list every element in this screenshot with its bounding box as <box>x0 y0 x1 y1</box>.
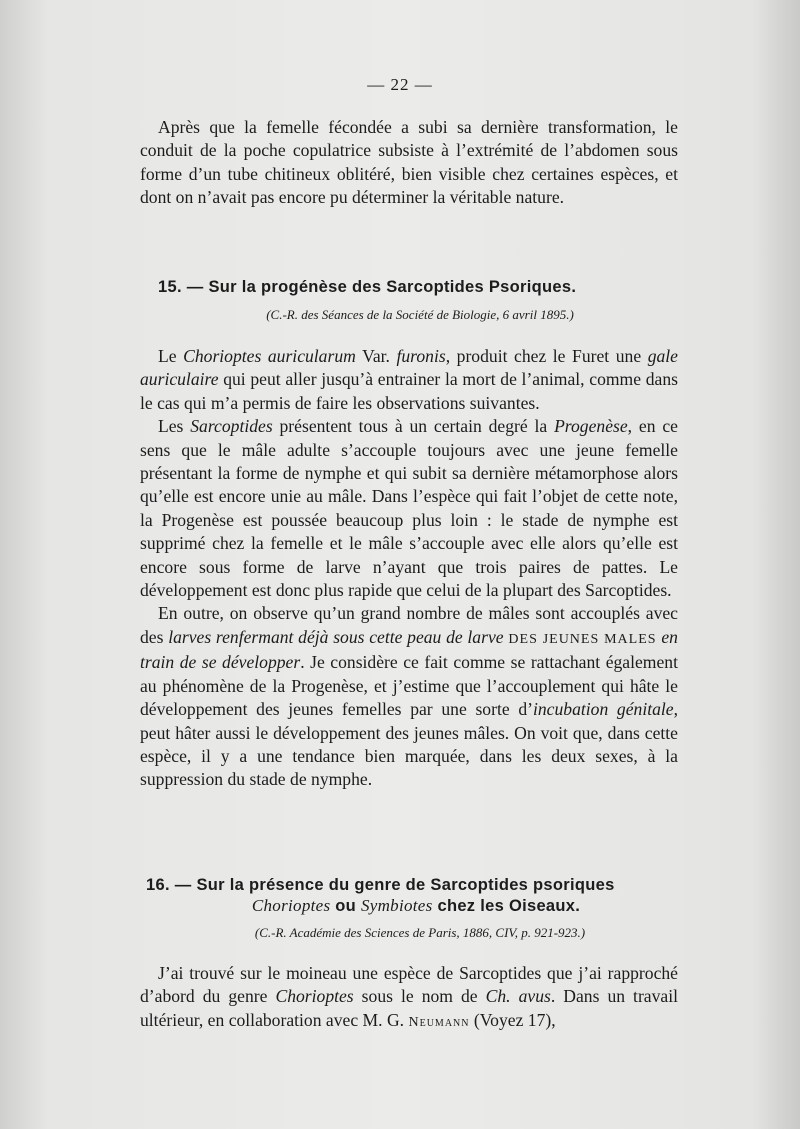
page-number: — 22 — <box>367 75 433 94</box>
section-16-title: Sur la présence du genre de Sarcoptides psoriques <box>196 876 615 894</box>
section-15-paragraph-2: Les Sarcoptides présentent tous à un certain degré la Progenèse, en ce sens que le mâle adulte s’accouple toujours avec une jeune femelle présentant la forme de nymphe et qui subit sa dernière métamorphose alors qu’elle est encore unie au mâle. Dans l’espèce qui fait l’objet de cette note, la Progenèse est poussée beaucoup plus loin : le stade de nymphe est supprimé chez la femelle et le mâle s’accouple avec elle alors qu’elle est encore sous forme de larve n’ayant que trois paires de pattes. Le développement est donc plus rapide que celui de la plupart des Sarcoptides. <box>140 416 678 601</box>
section-16-subtitle: Chorioptes ou Symbiotes chez les Oiseaux. <box>251 896 581 915</box>
intro-paragraph: Après que la femelle fécondée a subi sa dernière transformation, le conduit de la poche copulatrice subsiste à l’extrémité de l’abdomen sous forme d’un tube chitineux oblitéré, bien visible chez certaines espèces, et dont on n’avait pas encore pu déterminer la véritable nature. <box>140 117 678 208</box>
section-16-subtitle-block <box>146 896 686 916</box>
section-16-dash: — <box>174 876 192 894</box>
section-15-dash: — <box>186 278 204 296</box>
section-16-number: 16. <box>146 876 170 894</box>
intro-paragraph-block <box>140 116 678 210</box>
section-16-paragraph-1: J’ai trouvé sur le moineau une espèce de Sarcoptides que j’ai rapproché d’abord du genre Chorioptes sous le nom de Ch. avus. Dans un travail ultérieur, en collaboration avec M. G. Neumann (Voyez 17), <box>140 963 678 1030</box>
section-15-reference: (C.-R. des Séances de la Société de Biologie, 6 avril 1895.) <box>266 307 574 322</box>
section-15-paragraph-1: Le Chorioptes auricularum Var. furonis, produit chez le Furet une gale auriculaire qui peut aller jusqu’à entrainer la mort de l’animal, comme dans le cas qui m’a permis de faire les observations suivantes. <box>140 346 678 413</box>
section-15-body <box>140 345 678 792</box>
section-16-reference-block <box>200 925 640 941</box>
section-15-number: 15. <box>158 278 182 296</box>
section-16-body <box>140 962 678 1034</box>
section-15-heading <box>158 278 658 297</box>
section-16-heading <box>146 876 686 895</box>
section-15-reference-block <box>200 307 640 323</box>
section-15-paragraph-3: En outre, on observe qu’un grand nombre de mâles sont accouplés avec des larves renfermant déjà sous cette peau de larve DES JEUNES MALES en train de se développer. Je considère ce fait comme se rattachant également au phénomène de la Progenèse, et j’estime que l’accouplement qui hâte le développement des jeunes femelles par une sorte d’incubation génitale, peut hâter aussi le développement des jeunes mâles. On voit que, dans cette espèce, il y a une tendance bien marquée, dans les deux sexes, à la suppression du stade de nymphe. <box>140 603 679 790</box>
section-15-title: Sur la progénèse des Sarcoptides Psoriques. <box>208 278 577 296</box>
section-16-reference: (C.-R. Académie des Sciences de Paris, 1886, CIV, p. 921-923.) <box>254 925 586 940</box>
